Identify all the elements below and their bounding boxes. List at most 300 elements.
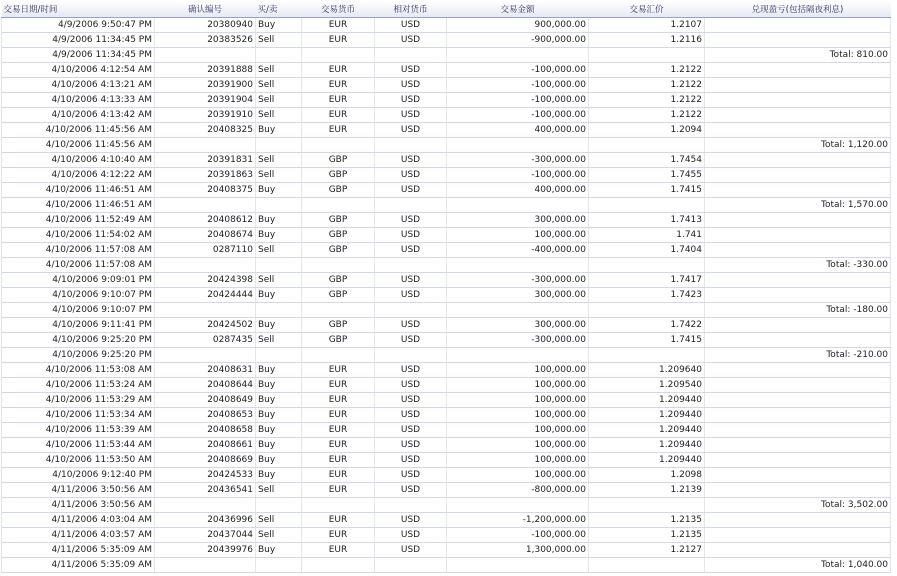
total-row [2,138,891,153]
cell-realized-pl [705,438,891,453]
cell-rate [589,348,705,363]
cell-amount [447,348,589,363]
cell-buy-sell: Buy [256,213,302,228]
cell-rate: 1.7413 [589,213,705,228]
cell-rate: 1.7404 [589,243,705,258]
cell-amount: 100,000.00 [447,438,589,453]
cell-buy-sell: Buy [256,438,302,453]
cell-amount: 100,000.00 [447,378,589,393]
cell-buy-sell: Buy [256,123,302,138]
cell-confirmation: 20424444 [155,288,256,303]
cell-realized-pl [705,423,891,438]
cell-confirmation: 20408612 [155,213,256,228]
cell-trade-currency: GBP [302,168,375,183]
cell-counter-currency: USD [375,438,447,453]
cell-datetime: 4/11/2006 4:03:04 AM [2,513,155,528]
cell-amount: -800,000.00 [447,483,589,498]
cell-trade-currency: EUR [302,453,375,468]
total-row [2,303,891,318]
cell-amount: 100,000.00 [447,228,589,243]
cell-datetime: 4/9/2006 11:34:45 PM [2,48,155,63]
cell-counter-currency: USD [375,318,447,333]
cell-rate: 1.209440 [589,393,705,408]
cell-trade-currency: EUR [302,63,375,78]
cell-amount: -900,000.00 [447,33,589,48]
cell-datetime: 4/10/2006 4:13:33 AM [2,93,155,108]
cell-counter-currency [375,303,447,318]
cell-amount: -100,000.00 [447,108,589,123]
cell-datetime: 4/10/2006 11:46:51 AM [2,198,155,213]
cell-buy-sell: Buy [256,408,302,423]
cell-rate: 1.2135 [589,528,705,543]
cell-amount [447,198,589,213]
cell-buy-sell: Sell [256,93,302,108]
cell-counter-currency: USD [375,393,447,408]
cell-buy-sell [256,348,302,363]
cell-confirmation: 20424533 [155,468,256,483]
cell-counter-currency: USD [375,243,447,258]
cell-realized-pl [705,273,891,288]
cell-rate: 1.2116 [589,33,705,48]
col-header-realized-pl[interactable]: 兑现盈亏(包括隔夜利息) [705,1,891,18]
cell-realized-pl [705,213,891,228]
cell-confirmation [155,48,256,63]
cell-amount: 100,000.00 [447,468,589,483]
cell-counter-currency: USD [375,513,447,528]
cell-amount: -1,200,000.00 [447,513,589,528]
cell-confirmation: 20408669 [155,453,256,468]
cell-amount: 100,000.00 [447,423,589,438]
cell-realized-pl [705,468,891,483]
cell-realized-pl [705,288,891,303]
cell-trade-currency: GBP [302,153,375,168]
cell-counter-currency: USD [375,408,447,423]
cell-buy-sell: Buy [256,468,302,483]
cell-confirmation: 20436541 [155,483,256,498]
cell-buy-sell [256,198,302,213]
table-row [2,123,891,138]
cell-counter-currency: USD [375,63,447,78]
cell-trade-currency: EUR [302,543,375,558]
cell-datetime: 4/10/2006 11:52:49 AM [2,213,155,228]
cell-realized-pl [705,78,891,93]
cell-trade-currency [302,558,375,573]
cell-datetime: 4/10/2006 11:46:51 AM [2,183,155,198]
cell-datetime: 4/10/2006 9:09:01 PM [2,273,155,288]
cell-confirmation: 20391900 [155,78,256,93]
table-row [2,18,891,33]
cell-realized-pl [705,483,891,498]
table-row [2,93,891,108]
cell-confirmation [155,138,256,153]
cell-counter-currency: USD [375,363,447,378]
cell-counter-currency [375,348,447,363]
cell-buy-sell: Buy [256,543,302,558]
cell-rate: 1.209540 [589,378,705,393]
cell-datetime: 4/10/2006 11:45:56 AM [2,138,155,153]
cell-trade-currency [302,258,375,273]
cell-trade-currency: GBP [302,273,375,288]
cell-confirmation: 20391904 [155,93,256,108]
cell-amount: 300,000.00 [447,213,589,228]
cell-amount: 900,000.00 [447,18,589,33]
table-row [2,543,891,558]
cell-buy-sell: Buy [256,18,302,33]
cell-counter-currency: USD [375,453,447,468]
table-row [2,393,891,408]
cell-buy-sell [256,138,302,153]
cell-rate: 1.7454 [589,153,705,168]
cell-rate [589,498,705,513]
cell-rate: 1.7422 [589,318,705,333]
cell-datetime: 4/10/2006 9:12:40 PM [2,468,155,483]
cell-datetime: 4/10/2006 4:10:40 AM [2,153,155,168]
cell-confirmation: 0287435 [155,333,256,348]
cell-buy-sell [256,498,302,513]
cell-buy-sell: Sell [256,273,302,288]
cell-confirmation: 0287110 [155,243,256,258]
cell-datetime: 4/10/2006 11:54:02 AM [2,228,155,243]
cell-amount: 300,000.00 [447,318,589,333]
cell-datetime: 4/10/2006 11:57:08 AM [2,243,155,258]
cell-datetime: 4/10/2006 11:45:56 AM [2,123,155,138]
cell-datetime: 4/11/2006 5:35:09 AM [2,558,155,573]
cell-counter-currency: USD [375,288,447,303]
cell-trade-currency: EUR [302,528,375,543]
cell-realized-pl [705,378,891,393]
cell-counter-currency: USD [375,423,447,438]
cell-trade-currency [302,348,375,363]
table-row [2,333,891,348]
col-header-rate[interactable]: 交易汇价 [589,1,705,18]
table-row [2,318,891,333]
cell-rate: 1.7415 [589,333,705,348]
cell-trade-currency: GBP [302,228,375,243]
cell-datetime: 4/10/2006 11:53:39 AM [2,423,155,438]
cell-trade-currency: EUR [302,93,375,108]
table-row [2,183,891,198]
table-row [2,243,891,258]
cell-trade-currency: GBP [302,333,375,348]
total-row [2,48,891,63]
cell-buy-sell: Buy [256,423,302,438]
cell-confirmation: 20437044 [155,528,256,543]
cell-realized-pl [705,18,891,33]
cell-datetime: 4/10/2006 4:13:21 AM [2,78,155,93]
table-row [2,483,891,498]
table-row [2,513,891,528]
cell-realized-pl: Total: -210.00 [705,348,891,363]
col-header-buy-sell[interactable]: 买/卖 [256,1,302,18]
cell-amount: -100,000.00 [447,78,589,93]
cell-rate [589,558,705,573]
cell-counter-currency: USD [375,153,447,168]
cell-confirmation: 20424398 [155,273,256,288]
cell-buy-sell: Sell [256,168,302,183]
cell-datetime: 4/10/2006 11:53:29 AM [2,393,155,408]
table-row [2,228,891,243]
cell-confirmation: 20436996 [155,513,256,528]
table-header-row [2,1,891,18]
cell-amount: -100,000.00 [447,93,589,108]
cell-trade-currency: GBP [302,183,375,198]
cell-buy-sell: Buy [256,393,302,408]
cell-confirmation: 20380940 [155,18,256,33]
cell-realized-pl: Total: 810.00 [705,48,891,63]
cell-buy-sell: Buy [256,183,302,198]
cell-trade-currency: EUR [302,363,375,378]
table-row [2,528,891,543]
cell-rate: 1.209440 [589,453,705,468]
cell-rate: 1.2122 [589,63,705,78]
total-row [2,258,891,273]
cell-datetime: 4/11/2006 3:50:56 AM [2,483,155,498]
cell-rate: 1.2107 [589,18,705,33]
cell-realized-pl: Total: -180.00 [705,303,891,318]
cell-datetime: 4/10/2006 11:53:50 AM [2,453,155,468]
total-row [2,498,891,513]
cell-amount: -300,000.00 [447,153,589,168]
cell-datetime: 4/10/2006 9:25:20 PM [2,348,155,363]
cell-trade-currency: EUR [302,468,375,483]
cell-trade-currency [302,498,375,513]
cell-realized-pl [705,108,891,123]
cell-counter-currency: USD [375,33,447,48]
cell-datetime: 4/10/2006 4:13:42 AM [2,108,155,123]
cell-counter-currency: USD [375,543,447,558]
table-row [2,213,891,228]
table-row [2,378,891,393]
cell-realized-pl [705,528,891,543]
cell-realized-pl [705,123,891,138]
cell-counter-currency: USD [375,93,447,108]
cell-rate [589,48,705,63]
cell-confirmation: 20408653 [155,408,256,423]
cell-buy-sell: Sell [256,33,302,48]
cell-amount: 300,000.00 [447,288,589,303]
cell-buy-sell: Sell [256,108,302,123]
cell-buy-sell: Buy [256,318,302,333]
cell-realized-pl [705,543,891,558]
cell-realized-pl [705,453,891,468]
cell-counter-currency: USD [375,108,447,123]
col-header-amount[interactable]: 交易金额 [447,1,589,18]
cell-rate: 1.209640 [589,363,705,378]
cell-rate: 1.7423 [589,288,705,303]
table-row [2,288,891,303]
cell-realized-pl: Total: 1,570.00 [705,198,891,213]
cell-trade-currency: EUR [302,513,375,528]
cell-counter-currency: USD [375,528,447,543]
cell-trade-currency: EUR [302,408,375,423]
cell-realized-pl: Total: 1,120.00 [705,138,891,153]
cell-confirmation: 20424502 [155,318,256,333]
cell-realized-pl [705,93,891,108]
cell-datetime: 4/10/2006 4:12:22 AM [2,168,155,183]
cell-datetime: 4/10/2006 11:53:44 AM [2,438,155,453]
table-row [2,168,891,183]
cell-realized-pl [705,393,891,408]
cell-amount: -300,000.00 [447,273,589,288]
total-row [2,198,891,213]
cell-confirmation [155,348,256,363]
cell-trade-currency [302,198,375,213]
cell-buy-sell [256,258,302,273]
cell-rate: 1.7455 [589,168,705,183]
cell-realized-pl [705,153,891,168]
cell-rate: 1.209440 [589,438,705,453]
cell-rate: 1.2122 [589,78,705,93]
cell-rate [589,258,705,273]
cell-trade-currency: EUR [302,483,375,498]
cell-buy-sell [256,303,302,318]
cell-counter-currency [375,498,447,513]
cell-amount [447,498,589,513]
cell-amount: 1,300,000.00 [447,543,589,558]
cell-trade-currency [302,303,375,318]
cell-confirmation: 20408649 [155,393,256,408]
cell-rate: 1.2098 [589,468,705,483]
cell-datetime: 4/10/2006 11:53:24 AM [2,378,155,393]
cell-realized-pl [705,333,891,348]
cell-realized-pl: Total: 3,502.00 [705,498,891,513]
cell-realized-pl [705,228,891,243]
cell-amount: -100,000.00 [447,168,589,183]
cell-trade-currency: EUR [302,393,375,408]
cell-amount: 100,000.00 [447,453,589,468]
cell-counter-currency: USD [375,183,447,198]
cell-trade-currency: EUR [302,438,375,453]
cell-amount [447,48,589,63]
cell-realized-pl [705,243,891,258]
cell-datetime: 4/10/2006 11:53:34 AM [2,408,155,423]
cell-trade-currency: EUR [302,423,375,438]
cell-rate: 1.2127 [589,543,705,558]
cell-confirmation: 20383526 [155,33,256,48]
col-header-trade-currency[interactable]: 交易货币 [302,1,375,18]
cell-confirmation: 20439976 [155,543,256,558]
cell-rate: 1.2139 [589,483,705,498]
cell-amount: 100,000.00 [447,393,589,408]
cell-trade-currency: GBP [302,318,375,333]
cell-datetime: 4/10/2006 11:53:08 AM [2,363,155,378]
table-row [2,468,891,483]
cell-rate: 1.2122 [589,93,705,108]
cell-buy-sell [256,48,302,63]
cell-amount: -400,000.00 [447,243,589,258]
cell-realized-pl: Total: -330.00 [705,258,891,273]
cell-realized-pl [705,363,891,378]
cell-confirmation: 20408661 [155,438,256,453]
cell-realized-pl [705,33,891,48]
cell-counter-currency: USD [375,168,447,183]
cell-counter-currency: USD [375,378,447,393]
cell-datetime: 4/10/2006 9:11:41 PM [2,318,155,333]
cell-buy-sell: Sell [256,243,302,258]
cell-confirmation: 20408375 [155,183,256,198]
table-row [2,78,891,93]
cell-counter-currency: USD [375,468,447,483]
cell-datetime: 4/10/2006 11:57:08 AM [2,258,155,273]
cell-amount [447,558,589,573]
cell-datetime: 4/11/2006 3:50:56 AM [2,498,155,513]
cell-amount: 100,000.00 [447,408,589,423]
col-header-confirmation[interactable]: 确认编号 [155,1,256,18]
cell-rate [589,198,705,213]
cell-realized-pl: Total: 1,040.00 [705,558,891,573]
cell-buy-sell: Sell [256,513,302,528]
cell-realized-pl [705,318,891,333]
cell-rate: 1.209440 [589,408,705,423]
cell-realized-pl [705,168,891,183]
col-header-datetime[interactable]: 交易日期/时间 [2,1,155,18]
cell-counter-currency: USD [375,333,447,348]
cell-buy-sell: Sell [256,78,302,93]
table-row [2,453,891,468]
cell-counter-currency: USD [375,18,447,33]
cell-trade-currency: GBP [302,213,375,228]
cell-confirmation: 20408644 [155,378,256,393]
cell-realized-pl [705,513,891,528]
table-row [2,363,891,378]
cell-datetime: 4/9/2006 9:50:47 PM [2,18,155,33]
cell-amount: -100,000.00 [447,528,589,543]
table-row [2,273,891,288]
cell-rate: 1.2122 [589,108,705,123]
cell-trade-currency: EUR [302,123,375,138]
cell-trade-currency [302,48,375,63]
cell-confirmation [155,303,256,318]
cell-buy-sell: Sell [256,63,302,78]
cell-buy-sell: Sell [256,483,302,498]
cell-trade-currency: EUR [302,78,375,93]
cell-amount: 400,000.00 [447,183,589,198]
cell-counter-currency [375,138,447,153]
table-row [2,408,891,423]
cell-datetime: 4/10/2006 4:12:54 AM [2,63,155,78]
cell-buy-sell: Buy [256,288,302,303]
cell-confirmation: 20391910 [155,108,256,123]
cell-confirmation: 20408674 [155,228,256,243]
cell-counter-currency: USD [375,123,447,138]
cell-buy-sell: Sell [256,153,302,168]
cell-datetime: 4/9/2006 11:34:45 PM [2,33,155,48]
cell-confirmation [155,558,256,573]
cell-trade-currency: EUR [302,108,375,123]
cell-buy-sell: Buy [256,453,302,468]
cell-counter-currency [375,198,447,213]
cell-amount [447,258,589,273]
cell-counter-currency [375,48,447,63]
table-row [2,63,891,78]
cell-datetime: 4/10/2006 9:25:20 PM [2,333,155,348]
cell-confirmation: 20391888 [155,63,256,78]
col-header-counter-currency[interactable]: 相对货币 [375,1,447,18]
cell-trade-currency: GBP [302,243,375,258]
cell-datetime: 4/10/2006 9:10:07 PM [2,288,155,303]
cell-trade-currency [302,138,375,153]
cell-amount [447,303,589,318]
cell-amount: -300,000.00 [447,333,589,348]
cell-realized-pl [705,183,891,198]
cell-counter-currency: USD [375,213,447,228]
table-row [2,153,891,168]
cell-buy-sell: Sell [256,333,302,348]
cell-realized-pl [705,408,891,423]
cell-datetime: 4/10/2006 9:10:07 PM [2,303,155,318]
cell-confirmation [155,258,256,273]
cell-buy-sell: Sell [256,528,302,543]
